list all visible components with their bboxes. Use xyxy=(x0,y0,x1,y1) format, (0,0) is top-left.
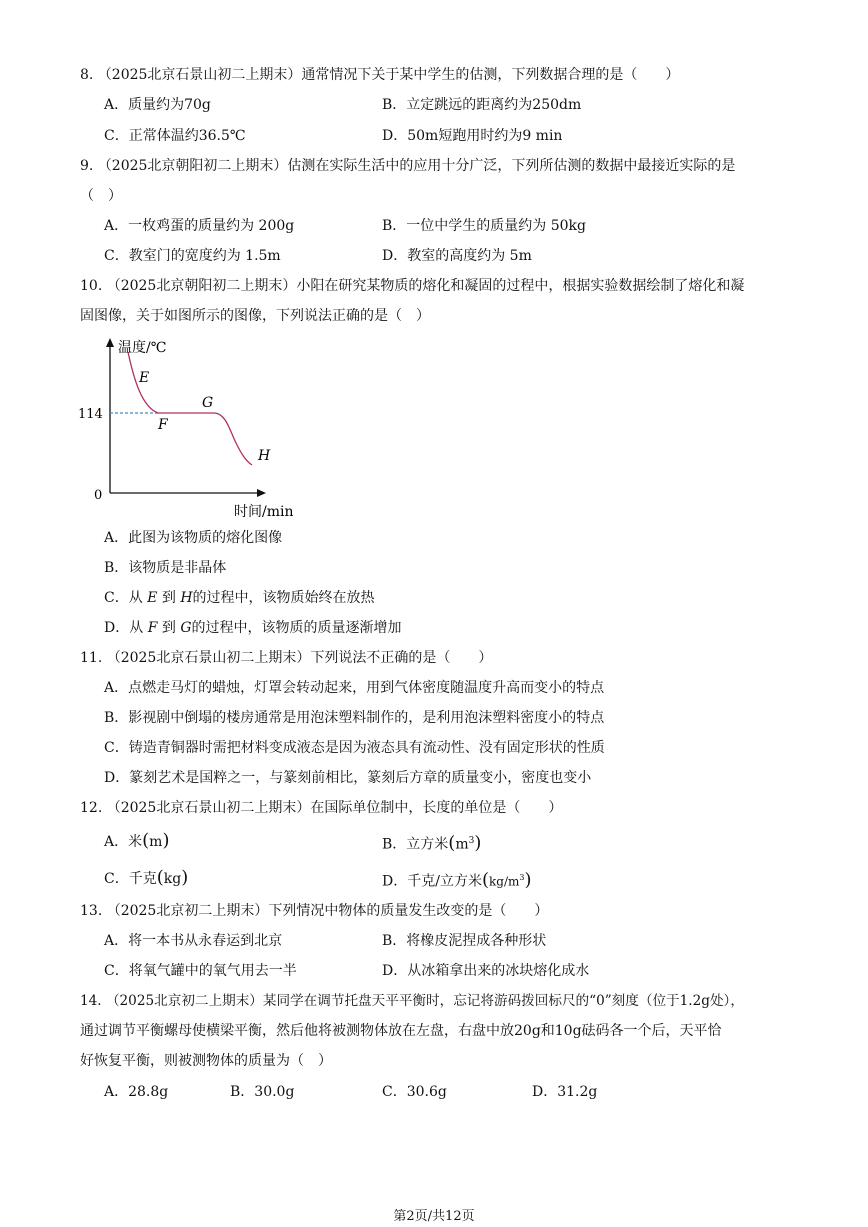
y-tick-114: 114 xyxy=(78,407,103,422)
point-label-g: G xyxy=(202,395,214,411)
q8-option-a: A．质量约为70g xyxy=(104,97,211,113)
q12-d-sup: 3 xyxy=(519,873,525,882)
q11-option-b: B．影视剧中倒塌的楼房通常是用泡沫塑料制作的，是利用泡沫塑料密度小的特点 xyxy=(104,710,605,726)
cooling-curve xyxy=(128,352,252,465)
page-footer: 第2页/共12页 xyxy=(393,1209,475,1224)
q12-option-a: A．米(m) xyxy=(104,830,170,851)
q9-option-d: D．教室的高度约为 5m xyxy=(382,248,532,264)
q14-stem-line2: 通过调节平衡螺母使横梁平衡，然后他将被测物体放在左盘，右盘中放20g和10g砝码各一个后，天平恰 xyxy=(80,1023,722,1039)
q9-stem: 9. （2025北京朝阳初二上期末）估测在实际生活中的应用十分广泛，下列所估测的数据中最接近实际的是 xyxy=(80,158,736,174)
q9-option-c: C．教室门的宽度约为 1.5m xyxy=(104,248,281,264)
x-axis-label: 时间/min xyxy=(234,504,294,520)
q14-stem-line3: 好恢复平衡，则被测物体的质量为（ ） xyxy=(80,1053,332,1069)
x-axis-arrow xyxy=(257,489,266,497)
q12-a-unit: m xyxy=(149,834,163,850)
q9-stem-blank: （ ） xyxy=(80,188,122,204)
q13-option-c: C．将氧气罐中的氧气用去一半 xyxy=(104,963,297,979)
q10-d-var-g: G xyxy=(180,620,192,636)
q12-d-label: D．千克/立方米 xyxy=(382,873,482,890)
q12-stem: 12. （2025北京石景山初二上期末）在国际单位制中，长度的单位是（ ） xyxy=(80,800,563,816)
q9-option-b: B．一位中学生的质量约为 50kg xyxy=(382,218,586,234)
q11-option-a: A．点燃走马灯的蜡烛，灯罩会转动起来，用到气体密度随温度升高而变小的特点 xyxy=(104,680,605,696)
q14-option-d: D．31.2g xyxy=(532,1084,598,1100)
y-axis-arrow xyxy=(106,338,114,347)
q12-option-b: B．立方米$(m^3)$ xyxy=(382,832,482,854)
q14-option-b: B．30.0g xyxy=(230,1084,295,1100)
q10-stem: 10. （2025北京朝阳初二上期末）小阳在研究某物质的熔化和凝固的过程中，根据实验数据绘制了熔化和凝 xyxy=(80,278,745,294)
q10-stem-line2: 固图像，关于如图所示的图像，下列说法正确的是（ ） xyxy=(80,308,430,324)
q12-a-label: A．米 xyxy=(104,834,143,850)
y-axis-label: 温度/℃ xyxy=(118,340,167,356)
q10-c-mid: 到 xyxy=(161,590,176,606)
q14-option-a: A．28.8g xyxy=(104,1084,169,1100)
q10-option-d xyxy=(104,618,402,638)
q10-c-var-h: H xyxy=(180,590,193,606)
q10-c-prefix: C．从 xyxy=(104,590,143,606)
q10-option-a: A．此图为该物质的熔化图像 xyxy=(104,530,283,546)
q13-option-a: A．将一本书从永春运到北京 xyxy=(104,933,283,949)
q10-d-var-f: F xyxy=(147,620,158,636)
q13-option-d: D．从冰箱拿出来的冰块熔化成水 xyxy=(382,963,590,979)
q8-option-d: D．50m短跑用时约为9 min xyxy=(382,128,563,144)
q10-c-suffix: 的过程中，该物质始终在放热 xyxy=(192,590,375,606)
q12-option-c: C．千克(kg) xyxy=(104,867,189,888)
q8-stem: 8. （2025北京石景山初二上期末）通常情况下关于某中学生的估测，下列数据合理的是（ ） xyxy=(80,67,680,83)
q10-d-suffix: 的过程中，该物质的质量逐渐增加 xyxy=(191,620,402,636)
q12-c-label: C．千克 xyxy=(104,871,157,887)
q12-c-unit: kg xyxy=(163,871,182,887)
q10-option-c xyxy=(104,588,375,608)
point-label-h: H xyxy=(258,448,271,464)
y-tick-0: 0 xyxy=(94,488,103,503)
q10-d-prefix: D．从 xyxy=(104,620,144,636)
q12-b-label: B．立方米 xyxy=(382,836,449,853)
point-label-f: F xyxy=(158,417,168,433)
q12-d-unit: kg/m xyxy=(488,874,520,889)
q11-option-c: C．铸造青铜器时需把材料变成液态是因为液态具有流动性、没有固定形状的性质 xyxy=(104,740,605,756)
q9-option-a: A．一枚鸡蛋的质量约为 200g xyxy=(104,218,295,234)
q8-option-b: B．立定跳远的距离约为250dm xyxy=(382,97,582,113)
q13-option-b: B．将橡皮泥捏成各种形状 xyxy=(382,933,547,949)
q8-option-c: C．正常体温约36.5℃ xyxy=(104,128,246,144)
point-label-e: E xyxy=(139,370,150,386)
q12-b-sup: 3 xyxy=(468,836,475,846)
q11-stem: 11. （2025北京石景山初二上期末）下列说法不正确的是（ ） xyxy=(80,650,493,666)
q10-d-mid: 到 xyxy=(161,620,176,636)
q10-option-b: B．该物质是非晶体 xyxy=(104,560,227,576)
q12-b-unit: m xyxy=(455,836,469,853)
q14-stem: 14. （2025北京初二上期末）某同学在调节托盘天平平衡时，忘记将游码拨回标尺的“0”刻度（位于1.2g处）， xyxy=(80,993,744,1009)
melting-curve-chart xyxy=(78,335,294,525)
q11-option-d: D．篆刻艺术是国粹之一，与篆刻前相比，篆刻后方章的质量变小，密度也变小 xyxy=(104,770,592,786)
q10-c-var-e: E xyxy=(147,590,158,606)
q13-stem: 13. （2025北京初二上期末）下列情况中物体的质量发生改变的是（ ） xyxy=(80,903,549,919)
q12-option-d: D．千克/立方米$(kg/m^3)$ xyxy=(382,869,532,891)
q14-option-c: C．30.6g xyxy=(382,1084,447,1100)
